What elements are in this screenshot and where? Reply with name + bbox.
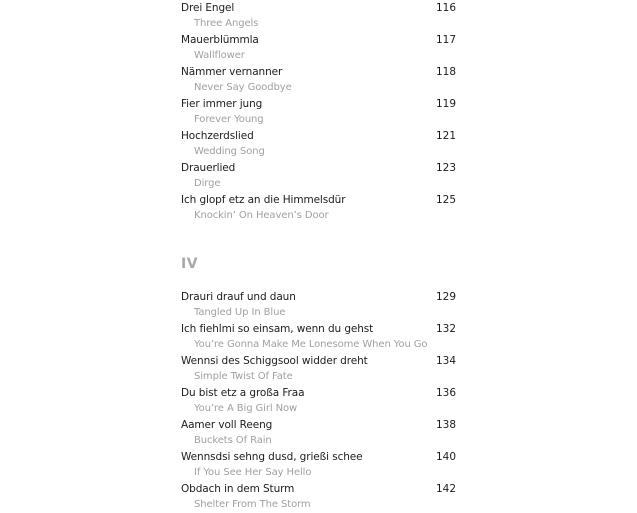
page-number: 117 bbox=[435, 34, 456, 46]
original-title: Three Angels bbox=[194, 18, 259, 29]
page-number: 132 bbox=[435, 323, 456, 335]
song-title: Hochzerdslied bbox=[181, 130, 254, 142]
toc-entry bbox=[181, 353, 456, 385]
song-title: Nämmer vernanner bbox=[181, 66, 283, 78]
page-number: 136 bbox=[435, 387, 456, 399]
toc-entry bbox=[181, 449, 456, 481]
toc-entry bbox=[181, 417, 456, 449]
original-title: Tangled Up In Blue bbox=[194, 307, 286, 318]
song-title: Drauri drauf und daun bbox=[181, 291, 296, 303]
toc-entry bbox=[181, 481, 456, 513]
original-title: Dirge bbox=[194, 178, 221, 189]
song-title: Aamer voll Reeng bbox=[181, 419, 273, 431]
toc-entry bbox=[181, 385, 456, 417]
toc-entry bbox=[181, 192, 456, 224]
page-number: 134 bbox=[435, 355, 456, 367]
song-title: Fier immer jung bbox=[181, 98, 263, 110]
page-number: 121 bbox=[435, 130, 456, 142]
song-title: Du bist etz a großa Fraa bbox=[181, 387, 305, 399]
original-title: Buckets Of Rain bbox=[194, 435, 272, 446]
song-title: Mauerblümmla bbox=[181, 34, 259, 46]
original-title: Knockin’ On Heaven’s Door bbox=[194, 210, 329, 221]
page-number: 123 bbox=[435, 162, 456, 174]
original-title: If You See Her Say Hello bbox=[194, 467, 312, 478]
page-number: 116 bbox=[435, 2, 456, 14]
toc-section-iii bbox=[181, 0, 456, 224]
toc-entry bbox=[181, 32, 456, 64]
toc-entry bbox=[181, 128, 456, 160]
toc-entry bbox=[181, 321, 456, 353]
original-title: Never Say Goodbye bbox=[194, 82, 292, 93]
toc-entry bbox=[181, 289, 456, 321]
page-number: 119 bbox=[435, 98, 456, 110]
original-title: Simple Twist Of Fate bbox=[194, 371, 293, 382]
page-number: 118 bbox=[435, 66, 456, 78]
song-title: Obdach in dem Sturm bbox=[181, 483, 295, 495]
song-title: Wennsi des Schiggsool widder dreht bbox=[181, 355, 368, 367]
song-title: Drei Engel bbox=[181, 2, 235, 14]
original-title: Wedding Song bbox=[194, 146, 265, 157]
toc-entry bbox=[181, 160, 456, 192]
original-title: Forever Young bbox=[194, 114, 264, 125]
original-title: Wallflower bbox=[194, 50, 245, 61]
page-number: 140 bbox=[435, 451, 456, 463]
song-title: Ich glopf etz an die Himmelsdür bbox=[181, 194, 346, 206]
song-title: Ich fiehlmi so einsam, wenn du gehst bbox=[181, 323, 374, 335]
original-title: You’re A Big Girl Now bbox=[194, 403, 298, 414]
original-title: You’re Gonna Make Me Lonesome When You Go bbox=[194, 339, 428, 350]
song-title: Wennsdsi sehng dusd, grießi schee bbox=[181, 451, 363, 463]
toc-section-iv bbox=[181, 289, 456, 513]
page-number: 138 bbox=[435, 419, 456, 431]
original-title: Shelter From The Storm bbox=[194, 499, 311, 510]
toc-entry bbox=[181, 0, 456, 32]
toc-entry bbox=[181, 64, 456, 96]
page-number: 142 bbox=[435, 483, 456, 495]
song-title: Drauerlied bbox=[181, 162, 236, 174]
page-number: 129 bbox=[435, 291, 456, 303]
toc-entry bbox=[181, 96, 456, 128]
section-heading-iv: IV bbox=[181, 256, 199, 272]
page-number: 125 bbox=[435, 194, 456, 206]
